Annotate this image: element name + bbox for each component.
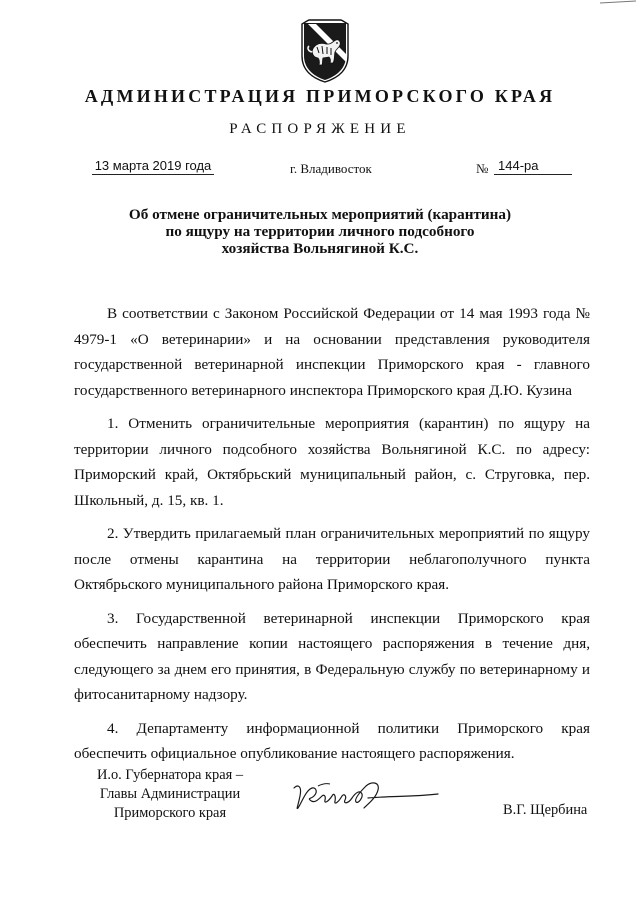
signer-position-line: Приморского края xyxy=(113,805,227,821)
signer-position-line: И.о. Губернатора края – xyxy=(96,767,244,783)
document-date: 13 марта 2019 года xyxy=(92,158,214,175)
order-item-1: 1. Отменить ограничительные мероприятия (карантин) по ящуру на территории личного подсобного хозяйства Вольнягиной К.С. по адресу: Приморский край, Октябрьский муниципальный район, с. Струговка, пер. Школьный, д. 15, кв. 1. xyxy=(74,415,590,509)
order-item-3: 3. Государственной ветеринарной инспекции Приморского края обеспечить направление копии настоящего распоряжения в течение дня, следующего за днем его принятия, в Федеральную службу по ветеринарному и фитосанитарному надзору. xyxy=(74,609,590,703)
organization-name: АДМИНИСТРАЦИЯ ПРИМОРСКОГО КРАЯ xyxy=(84,86,556,106)
title-line: по ящуру на территории личного подсобного xyxy=(165,223,475,240)
handwritten-signature-icon xyxy=(288,774,448,822)
number-sign: № xyxy=(476,161,489,176)
document-number: 144-ра xyxy=(494,158,572,175)
signer-position xyxy=(70,766,270,823)
document-title xyxy=(0,206,640,257)
coat-of-arms-icon xyxy=(298,18,352,84)
order-item-2: 2. Утвердить прилагаемый план ограничительных мероприятий по ящуру после отмены карантина на территории неблагополучного пункта Октябрьского муниципального района Приморского края. xyxy=(74,525,590,593)
title-line: Об отмене ограничительных мероприятий (карантина) xyxy=(128,206,512,223)
document-city: г. Владивосток xyxy=(290,161,372,176)
title-line: хозяйства Вольнягиной К.С. xyxy=(221,240,419,257)
preamble-paragraph: В соответствии с Законом Российской Федерации от 14 мая 1993 года № 4979-1 «О ветеринарии» и на основании представления руководителя государственной ветеринарной инспекции Приморского края - главного государственного ветеринарного инспектора Приморского края Д.Ю. Кузина xyxy=(74,305,590,399)
document-type: РАСПОРЯЖЕНИЕ xyxy=(229,121,411,137)
signer-position-line: Главы Администрации xyxy=(99,786,241,802)
signer-name: В.Г. Щербина xyxy=(503,802,588,818)
scan-corner-mark xyxy=(600,0,636,6)
order-item-4: 4. Департаменту информационной политики Приморского края обеспечить официальное опубликование настоящего распоряжения. xyxy=(74,719,590,762)
document-body xyxy=(74,301,590,775)
